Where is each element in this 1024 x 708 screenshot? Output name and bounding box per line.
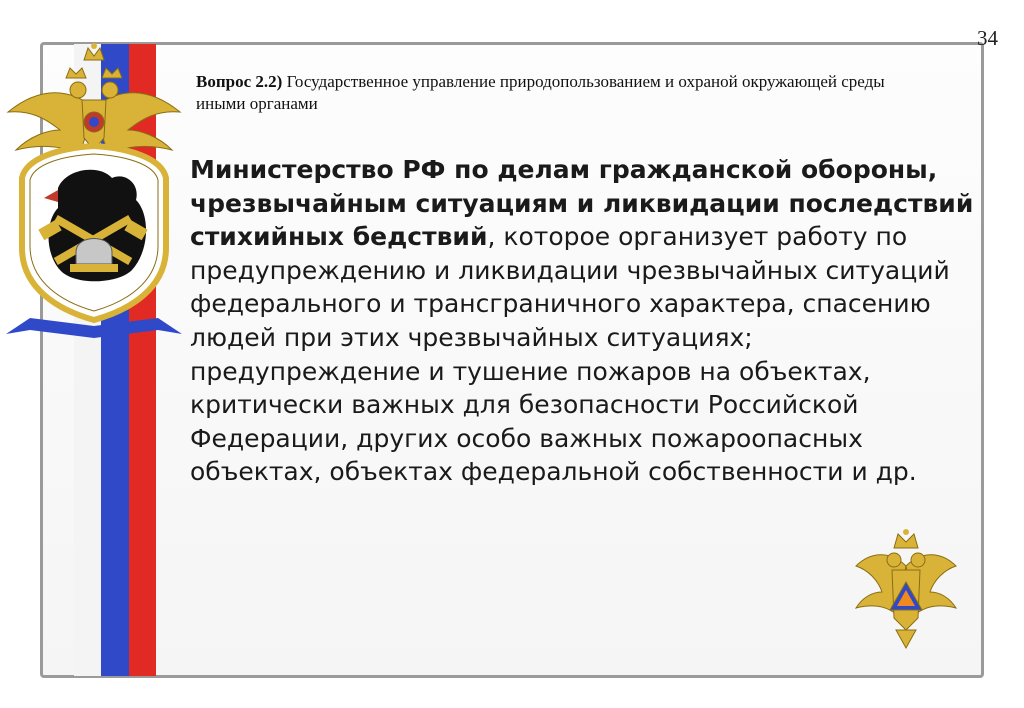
- question-paren: ): [276, 72, 283, 91]
- question-text: Государственное управление природопользованием и охраной окружающей среды иными органами: [196, 72, 885, 113]
- emergency-ministry-eagle-emblem-icon: [852, 526, 960, 652]
- main-paragraph: [190, 153, 980, 489]
- ministry-name: Министерство РФ по делам гражданской обороны, чрезвычайным ситуациям и ликвидации последствий стихийных бедствий: [190, 155, 974, 252]
- page-number: 34: [977, 26, 998, 50]
- question-heading: [196, 71, 916, 115]
- police-bear-eagle-emblem-icon: [0, 38, 188, 338]
- question-label: Вопрос 2.2: [196, 72, 277, 91]
- ministry-description: , которое организует работу по предупреждению и ликвидации чрезвычайных ситуаций федерального и трансграничного характера, спасению людей при этих чрезвычайных ситуациях; предупреждение и тушение пожаров на объектах, критически важных для безопасности Российской Федерации, других особо важных пожароопасных объектах, объектах федеральной собственности и др.: [190, 222, 950, 487]
